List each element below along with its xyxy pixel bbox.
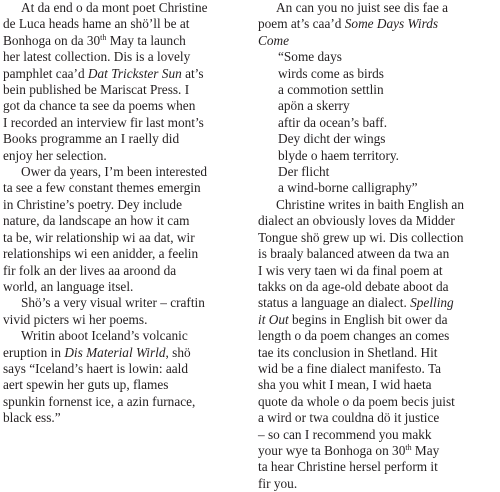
text-line: Come <box>258 32 290 48</box>
text-line: says “Iceland’s haert is lowin: aald <box>3 360 188 376</box>
text-line: ta be, wir relationship wi aa dat, wir <box>3 229 195 245</box>
text-line: ta see a few constant themes emergin <box>3 180 201 196</box>
poem-line: blyde o haem territory. <box>278 147 399 163</box>
text-line: sha you whit I mean, I wid haeta <box>258 377 432 393</box>
text-line: tae its conclusion in Shetland. Hit <box>258 344 438 360</box>
text-line: wid be a fine dialect manifesto. Ta <box>258 360 442 376</box>
text-line: Bonhoga on da 30th May ta launch <box>3 32 186 48</box>
text-line: aert spewin her guts up, flames <box>3 377 169 393</box>
text-line: pamphlet caa’d Dat Trickster Sun at’s <box>3 65 204 81</box>
text-line: I wis very taen wi da final poem at <box>258 262 443 278</box>
text-line: Tongue shö grew up wi. Dis collection <box>258 229 464 245</box>
text-line: relationships wi een anidder, a feelin <box>3 246 199 262</box>
poem-line: apön a skerry <box>278 98 350 114</box>
text-line: eruption in Dis Material Wirld, shö <box>3 344 191 360</box>
text-line: fir folk an der lives aa aroond da <box>3 262 177 278</box>
text-line: Ower da years, I’m been interested <box>21 164 208 180</box>
right-column <box>258 0 498 492</box>
text-line: – so can I recommend you makk <box>258 426 432 442</box>
text-line: length o da poem changes an comes <box>258 328 450 344</box>
text-line: nature, da landscape an how it cam <box>3 213 190 229</box>
poem-line: wirds come as birds <box>278 65 384 81</box>
text-line: status a language an dialect. Spelling <box>258 295 454 311</box>
text-line: poem at’s caa’d Some Days Wirds <box>258 16 439 32</box>
text-line: black ess.” <box>3 410 61 426</box>
text-line: takks on da age-old debate aboot da <box>258 278 449 294</box>
text-line: world, an language itsel. <box>3 278 134 294</box>
text-line: your wye ta Bonhoga on 30th May <box>258 442 440 458</box>
poem-line: Dey dicht der wings <box>278 131 386 147</box>
text-line: dialect an obviously loves da Midder <box>258 213 455 229</box>
text-line: got da chance ta see da poems when <box>3 98 196 114</box>
text-line: enjoy her selection. <box>3 147 107 163</box>
left-column <box>3 0 247 427</box>
text-line: her latest collection. Dis is a lovely <box>3 49 191 65</box>
text-line: At da end o da mont poet Christine <box>21 0 208 15</box>
text-line: it Out begins in English bit ower da <box>258 311 448 327</box>
text-line: bein published be Mariscat Press. I <box>3 82 190 98</box>
text-line: spunkin fornenst ice, a azin furnace, <box>3 393 196 409</box>
text-line: ta hear Christine hersel perform it <box>258 459 438 475</box>
poem-line: “Some days <box>278 49 342 65</box>
text-line: fir you. <box>258 475 298 491</box>
text-line: is braaly balanced atween da twa an <box>258 246 450 262</box>
text-line: Writin aboot Iceland’s volcanic <box>21 328 188 344</box>
poem-line: a commotion settlin <box>278 82 384 98</box>
text-line: a wird or twa couldna dö it justice <box>258 410 440 426</box>
text-line: Christine writes in baith English an <box>276 196 464 212</box>
text-line: de Luca heads hame an shö’ll be at <box>3 16 190 32</box>
text-line: Shö’s a very visual writer – craftin <box>21 295 205 311</box>
text-line: I recorded an interview fir last mont’s <box>3 114 204 130</box>
text-line: vivid picters wi her poems. <box>3 311 148 327</box>
text-line: An can you no juist see dis fae a <box>276 0 449 15</box>
text-line: Books programme an I raelly did <box>3 131 180 147</box>
text-line: in Christine’s poetry. Dey include <box>3 196 182 212</box>
text-line: quote da whole o da poem becis juist <box>258 393 455 409</box>
poem-line: a wind-borne calligraphy” <box>278 180 418 196</box>
poem-line: aftir da ocean’s baff. <box>278 114 388 130</box>
poem-line: Der flicht <box>278 164 330 180</box>
